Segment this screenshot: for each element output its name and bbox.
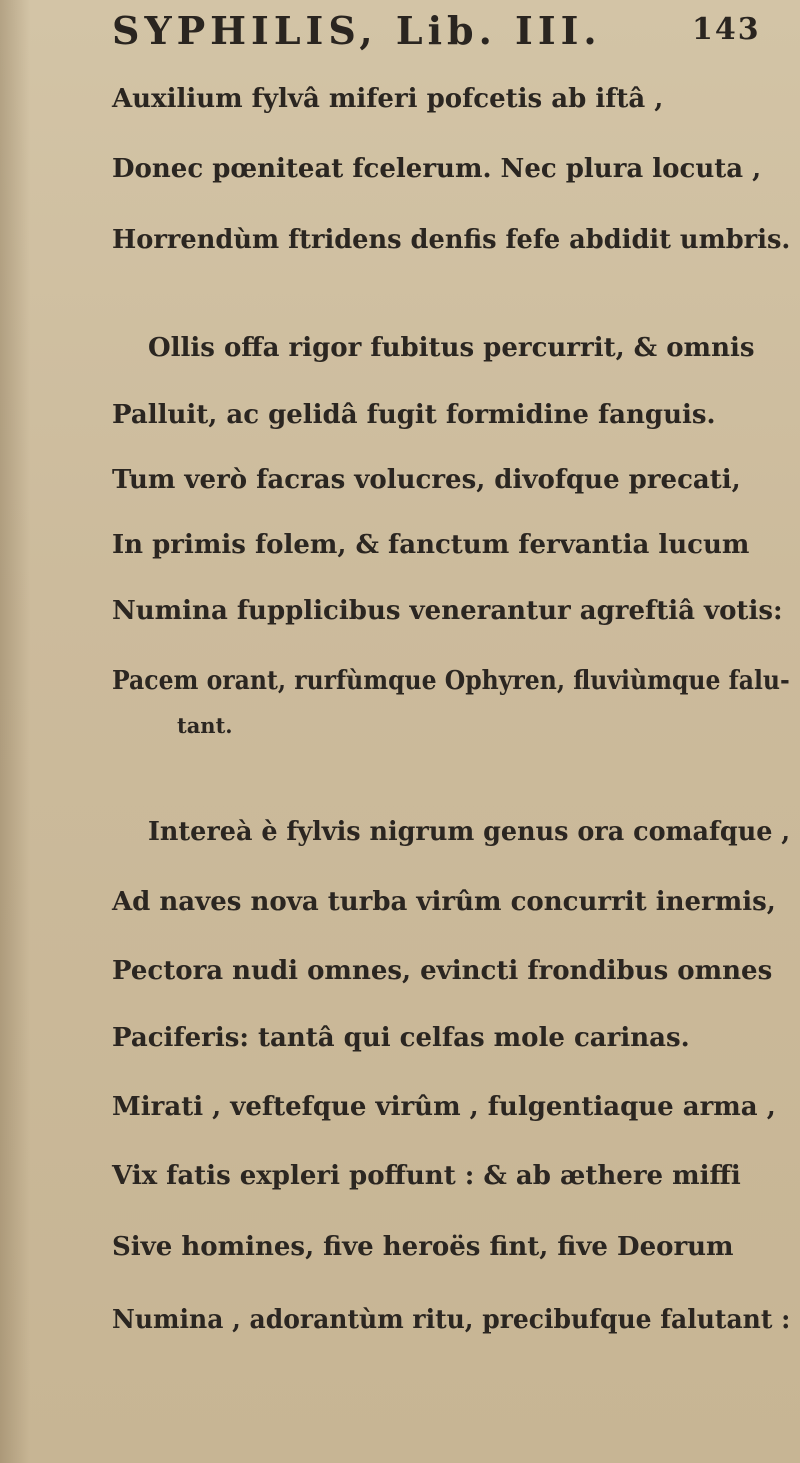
verse-line: Intereà è fylvis nigrum genus ora comafque , — [148, 817, 791, 847]
page-number: 143 — [692, 12, 761, 47]
page-edge-shadow — [0, 0, 30, 1463]
verse-line: Pectora nudi omnes, evincti frondibus omnes — [112, 956, 773, 986]
verse-line: In primis folem, & fanctum fervantia lucum — [112, 530, 750, 560]
verse-line: Ad naves nova turba virûm concurrit inermis, — [112, 887, 776, 917]
verse-line: Numina , adorantùm ritu, precibufque falutant : — [112, 1305, 791, 1335]
verse-line: Auxilium fylvâ miferi pofcetis ab iftâ , — [112, 84, 664, 114]
verse-line: Horrendùm ftridens denfis fefe abdidit umbris. — [112, 225, 791, 255]
verse-line: Tum verò facras volucres, divofque precati, — [112, 465, 741, 495]
verse-line: Sive homines, five heroës fint, five Deorum — [112, 1232, 734, 1262]
verse-line: Ollis offa rigor fubitus percurrit, & omnis — [148, 333, 755, 363]
verse-line: Donec pœniteat fcelerum. Nec plura locuta , — [112, 154, 762, 184]
verse-line: Paciferis: tantâ qui celfas mole carinas. — [112, 1023, 690, 1053]
running-title: SYPHILIS, Lib. III. — [112, 8, 602, 53]
verse-line: Vix fatis expleri poffunt : & ab æthere miffi — [112, 1161, 741, 1191]
verse-line: Palluit, ac gelidâ fugit formidine fanguis. — [112, 400, 716, 430]
verse-line: Mirati , veftefque virûm , fulgentiaque arma , — [112, 1092, 776, 1122]
verse-line: Pacem orant, rurfùmque Ophyren, fluviùmque falu- — [112, 666, 790, 696]
verse-turnover: tant. — [177, 713, 233, 738]
page-header — [112, 8, 792, 68]
verse-line: Numina fupplicibus venerantur agreftiâ votis: — [112, 596, 783, 626]
